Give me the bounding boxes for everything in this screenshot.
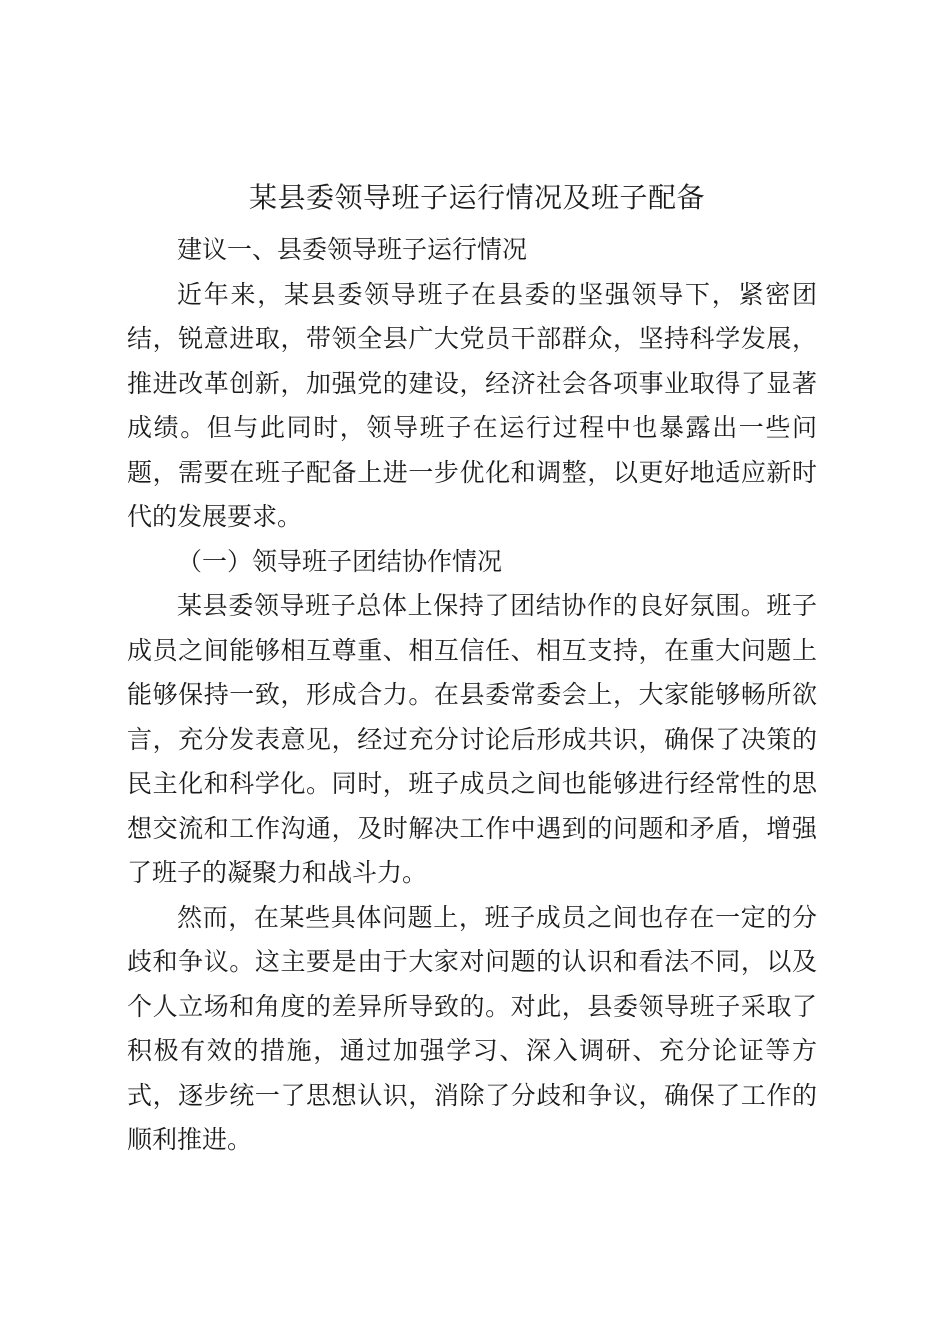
document-title: 某县委领导班子运行情况及班子配备 — [248, 181, 705, 214]
section-heading: 建议一、县委领导班子运行情况 — [177, 235, 528, 264]
body-paragraph: 某县委领导班子总体上保持了团结协作的良好氛围。班子成员之间能够相互尊重、相互信任、相互支持，在重大问题上能够保持一致，形成合力。在县委常委会上，大家能够畅所欲言，充分发表意见，经过充分讨论后形成共识，确保了决策的民主化和科学化。同时，班子成员之间也能够进行经常性的思想交流和工作沟通，及时解决工作中遇到的问题和矛盾，增强了班子的凝聚力和战斗力。 — [127, 591, 817, 887]
body-paragraph: 然而，在某些具体问题上，班子成员之间也存在一定的分歧和争议。这主要是由于大家对问题的认识和看法不同，以及个人立场和角度的差异所导致的。对此，县委领导班子采取了积极有效的措施，通过加强学习、深入调研、充分论证等方式，逐步统一了思想认识，消除了分歧和争议，确保了工作的顺利推进。 — [127, 902, 817, 1154]
document-body — [127, 174, 817, 1163]
body-paragraph: 近年来，某县委领导班子在县委的坚强领导下，紧密团结，锐意进取，带领全县广大党员干部群众，坚持科学发展，推进改革创新，加强党的建设，经济社会各项事业取得了显著成绩。但与此同时，领导班子在运行过程中也暴露出一些问题，需要在班子配备上进一步优化和调整，以更好地适应新时代的发展要求。 — [127, 279, 817, 531]
subsection-heading: （一）领导班子团结协作情况 — [177, 546, 503, 576]
